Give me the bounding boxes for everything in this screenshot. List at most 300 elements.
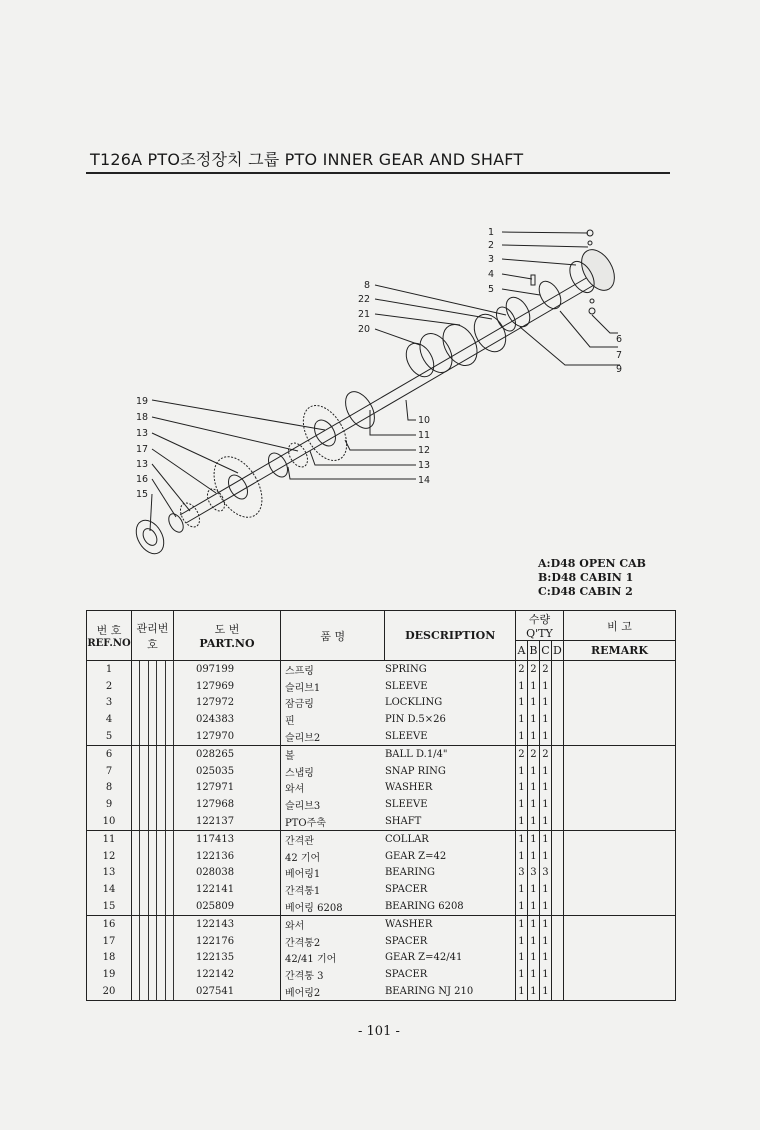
remark-cell <box>563 983 675 1000</box>
mgmt-cell <box>132 830 140 847</box>
part-no-cell: 122135 <box>195 952 235 964</box>
page-number: - 101 - <box>358 1024 400 1039</box>
part-name-cell: 간격통2 <box>280 933 385 950</box>
remark-cell <box>563 830 675 847</box>
ref-cell: 11 <box>87 830 132 847</box>
mgmt-cell <box>157 728 165 745</box>
qty-d-cell <box>551 865 563 882</box>
description-cell: BALL D.1/4" <box>384 748 448 760</box>
qty-c-cell: 1 <box>539 983 551 1000</box>
mgmt-cell <box>165 881 173 898</box>
callout-13-left-a: 13 <box>136 428 149 439</box>
shaft-assembly-drawing <box>131 230 622 559</box>
qty-c-cell: 3 <box>539 865 551 882</box>
mgmt-cell <box>132 780 140 797</box>
legend-a: A:D48 OPEN CAB <box>538 557 646 570</box>
mgmt-cell <box>140 966 148 983</box>
callout-16: 16 <box>136 474 149 485</box>
mgmt-cell <box>140 695 148 712</box>
mgmt-cell <box>165 763 173 780</box>
mgmt-cell <box>157 950 165 967</box>
qty-d-cell <box>551 915 563 932</box>
part-name-cell: 베어링1 <box>280 865 385 882</box>
mgmt-cell <box>132 711 140 728</box>
mgmt-cell <box>140 983 148 1000</box>
exploded-parts-diagram <box>120 215 640 585</box>
callout-13-left-b: 13 <box>136 459 149 470</box>
mgmt-cell <box>165 898 173 915</box>
part-no-cell: 122141 <box>195 884 235 896</box>
description-cell: GEAR Z=42 <box>384 850 447 862</box>
mgmt-cell <box>140 661 148 678</box>
mgmt-cell <box>148 796 156 813</box>
qty-b-cell: 2 <box>527 661 539 678</box>
legend-b: B:D48 CABIN 1 <box>538 571 634 584</box>
callout-15: 15 <box>136 489 149 500</box>
mgmt-cell <box>148 898 156 915</box>
mgmt-cell <box>157 678 165 695</box>
qty-b-cell: 1 <box>527 763 539 780</box>
mgmt-cell <box>132 661 140 678</box>
mgmt-cell <box>165 695 173 712</box>
header-remark-en: REMARK <box>563 641 675 661</box>
callout-2: 2 <box>488 240 495 251</box>
remark-cell <box>563 780 675 797</box>
callout-21: 21 <box>358 309 371 320</box>
mgmt-cell <box>132 695 140 712</box>
qty-c-cell: 1 <box>539 678 551 695</box>
description-cell: LOCKLING <box>384 697 443 709</box>
qty-d-cell <box>551 763 563 780</box>
qty-a-cell: 1 <box>515 678 527 695</box>
mgmt-cell <box>165 780 173 797</box>
qty-a-cell: 1 <box>515 796 527 813</box>
qty-a-cell: 1 <box>515 711 527 728</box>
qty-d-cell <box>551 898 563 915</box>
qty-c-cell: 1 <box>539 933 551 950</box>
description-cell: WASHER <box>384 918 433 930</box>
mgmt-cell <box>165 745 173 762</box>
qty-a-cell: 1 <box>515 830 527 847</box>
qty-b-cell: 1 <box>527 780 539 797</box>
qty-a-cell: 1 <box>515 898 527 915</box>
mgmt-cell <box>157 763 165 780</box>
mgmt-cell <box>157 813 165 830</box>
qty-b-cell: 1 <box>527 848 539 865</box>
mgmt-cell <box>140 848 148 865</box>
mgmt-cell <box>140 950 148 967</box>
ref-cell: 10 <box>87 813 132 830</box>
remark-cell <box>563 813 675 830</box>
qty-c-cell: 1 <box>539 898 551 915</box>
qty-c-cell: 1 <box>539 695 551 712</box>
description-cell: SHAFT <box>385 813 516 830</box>
remark-cell <box>563 695 675 712</box>
qty-b-cell: 2 <box>527 745 539 762</box>
mgmt-cell <box>165 983 173 1000</box>
qty-d-cell <box>551 830 563 847</box>
header-qty: 수량 Q'TY <box>515 611 563 641</box>
part-name-cell: 잠금링 <box>280 695 385 712</box>
part-no-cell: 097199 <box>195 663 235 675</box>
remark-cell <box>563 915 675 932</box>
part-name-cell: 와셔 <box>280 780 385 797</box>
mgmt-cell <box>148 695 156 712</box>
description-cell: COLLAR <box>384 833 429 845</box>
qty-b-cell: 1 <box>527 881 539 898</box>
header-qty-b: B <box>527 641 539 661</box>
part-name-cell: 볼 <box>280 745 385 762</box>
part-name-cell: 핀 <box>280 711 385 728</box>
mgmt-cell <box>132 745 140 762</box>
part-no-cell: 024383 <box>195 714 235 726</box>
part-name-cell: 베어링2 <box>280 983 385 1000</box>
qty-d-cell <box>551 695 563 712</box>
part-name-cell: 간격통 3 <box>280 966 385 983</box>
mgmt-cell <box>132 865 140 882</box>
mgmt-cell <box>140 780 148 797</box>
mgmt-cell <box>148 881 156 898</box>
description-cell: SLEEVE <box>385 728 516 745</box>
callout-9: 9 <box>616 364 623 375</box>
mgmt-cell <box>132 983 140 1000</box>
table-row <box>87 780 676 797</box>
description-cell: SLEEVE <box>384 680 428 692</box>
mgmt-cell <box>148 830 156 847</box>
callout-19: 19 <box>136 396 149 407</box>
description-cell: SLEEVE <box>384 799 428 811</box>
qty-c-cell: 1 <box>539 813 551 830</box>
table-row <box>87 966 676 983</box>
table-row <box>87 661 676 678</box>
qty-d-cell <box>551 780 563 797</box>
remark-cell <box>563 796 675 813</box>
ref-cell: 9 <box>87 796 132 813</box>
mgmt-cell <box>132 915 140 932</box>
qty-d-cell <box>551 661 563 678</box>
mgmt-cell <box>165 678 173 695</box>
part-no-cell: 027541 <box>173 983 280 1000</box>
ref-cell: 20 <box>87 983 132 1000</box>
mgmt-cell <box>132 933 140 950</box>
qty-a-cell: 1 <box>515 966 527 983</box>
ref-cell: 17 <box>87 933 132 950</box>
mgmt-cell <box>140 711 148 728</box>
page-title: T126A PTO조정장치 그룹 PTO INNER GEAR AND SHAFT <box>90 150 524 169</box>
part-no-cell: 127969 <box>195 680 235 692</box>
part-name-cell: 슬리브2 <box>280 728 385 745</box>
description-cell: BEARING <box>384 867 436 879</box>
header-ref-en: REF.NO <box>87 638 131 649</box>
mgmt-cell <box>157 745 165 762</box>
remark-cell <box>563 745 675 762</box>
part-name-cell: 스냅링 <box>280 763 385 780</box>
qty-b-cell: 1 <box>527 711 539 728</box>
remark-cell <box>563 728 675 745</box>
callout-8: 8 <box>364 280 371 291</box>
mgmt-cell <box>157 933 165 950</box>
callout-20: 20 <box>358 324 371 335</box>
remark-cell <box>563 678 675 695</box>
mgmt-cell <box>148 763 156 780</box>
qty-c-cell: 1 <box>539 830 551 847</box>
ref-cell: 3 <box>87 695 132 712</box>
ref-cell: 5 <box>87 728 132 745</box>
table-row <box>87 745 676 762</box>
ref-cell: 19 <box>87 966 132 983</box>
part-no-cell: 127970 <box>173 728 280 745</box>
table-row <box>87 933 676 950</box>
part-no-cell: 127972 <box>195 697 235 709</box>
part-name-cell: 와서 <box>280 915 385 932</box>
part-name-cell: 슬리브1 <box>280 678 385 695</box>
table-row <box>87 728 676 745</box>
mgmt-cell <box>165 813 173 830</box>
mgmt-cell <box>148 661 156 678</box>
callout-14: 14 <box>418 475 431 486</box>
qty-a-cell: 3 <box>515 865 527 882</box>
mgmt-cell <box>148 848 156 865</box>
callout-3: 3 <box>488 254 495 265</box>
part-name-cell: 42 기어 <box>280 848 385 865</box>
description-cell: SPACER <box>384 884 428 896</box>
table-row <box>87 678 676 695</box>
qty-d-cell <box>551 711 563 728</box>
description-cell: SPRING <box>384 663 427 675</box>
mgmt-cell <box>132 678 140 695</box>
header-remark-kr: 비 고 <box>563 611 675 641</box>
table-row <box>87 983 676 1000</box>
mgmt-cell <box>165 711 173 728</box>
part-name-cell: 베어링 6208 <box>280 898 385 915</box>
qty-c-cell: 1 <box>539 728 551 745</box>
table-row <box>87 898 676 915</box>
remark-cell <box>563 865 675 882</box>
mgmt-cell <box>157 711 165 728</box>
mgmt-cell <box>132 881 140 898</box>
mgmt-cell <box>148 915 156 932</box>
mgmt-cell <box>140 898 148 915</box>
qty-c-cell: 2 <box>539 745 551 762</box>
ref-cell: 12 <box>87 848 132 865</box>
qty-c-cell: 1 <box>539 848 551 865</box>
mgmt-cell <box>165 933 173 950</box>
header-ref-kr: 번 호 <box>96 624 122 637</box>
qty-d-cell <box>551 796 563 813</box>
qty-c-cell: 1 <box>539 881 551 898</box>
callout-18: 18 <box>136 412 149 423</box>
header-qty-a: A <box>515 641 527 661</box>
mgmt-cell <box>157 881 165 898</box>
mgmt-cell <box>140 915 148 932</box>
ref-cell: 8 <box>87 780 132 797</box>
mgmt-cell <box>165 728 173 745</box>
mgmt-cell <box>132 848 140 865</box>
mgmt-cell <box>148 933 156 950</box>
legend-c: C:D48 CABIN 2 <box>538 585 633 598</box>
header-part <box>173 611 280 661</box>
mgmt-cell <box>165 950 173 967</box>
ref-cell: 1 <box>87 661 132 678</box>
qty-c-cell: 1 <box>539 780 551 797</box>
mgmt-cell <box>157 898 165 915</box>
callout-22: 22 <box>358 294 371 305</box>
callout-6: 6 <box>616 334 623 345</box>
qty-a-cell: 1 <box>515 780 527 797</box>
description-cell: BEARING NJ 210 <box>385 983 516 1000</box>
part-no-cell: 122142 <box>195 969 235 981</box>
model-legend <box>538 557 646 599</box>
qty-c-cell: 1 <box>539 966 551 983</box>
description-cell: SPACER <box>384 935 428 947</box>
mgmt-cell <box>140 881 148 898</box>
qty-d-cell <box>551 745 563 762</box>
mgmt-cell <box>132 950 140 967</box>
qty-d-cell <box>551 983 563 1000</box>
header-mgmt: 관리번호 <box>132 611 174 661</box>
mgmt-cell <box>140 763 148 780</box>
part-no-cell: 122136 <box>195 850 235 862</box>
qty-d-cell <box>551 813 563 830</box>
mgmt-cell <box>157 983 165 1000</box>
mgmt-cell <box>132 813 140 830</box>
header-name: 품 명 <box>280 611 385 661</box>
mgmt-cell <box>157 865 165 882</box>
table-header-row-1 <box>87 611 676 641</box>
header-description: DESCRIPTION <box>385 611 516 661</box>
header-qty-d: D <box>551 641 563 661</box>
callout-10: 10 <box>418 415 431 426</box>
part-no-cell: 122137 <box>173 813 280 830</box>
mgmt-cell <box>148 983 156 1000</box>
description-cell: PIN D.5×26 <box>384 714 446 726</box>
ref-cell: 15 <box>87 898 132 915</box>
callout-7: 7 <box>616 350 623 361</box>
qty-a-cell: 1 <box>515 933 527 950</box>
part-no-cell: 127971 <box>195 782 235 794</box>
remark-cell <box>563 950 675 967</box>
description-cell: GEAR Z=42/41 <box>384 952 463 964</box>
qty-a-cell: 1 <box>515 848 527 865</box>
part-name-cell: 스프링 <box>280 661 385 678</box>
remark-cell <box>563 966 675 983</box>
qty-b-cell: 1 <box>527 695 539 712</box>
qty-a-cell: 1 <box>515 728 527 745</box>
callout-12: 12 <box>418 445 431 456</box>
mgmt-cell <box>165 966 173 983</box>
part-no-cell: 122143 <box>195 918 235 930</box>
description-cell: SPACER <box>384 969 428 981</box>
qty-d-cell <box>551 966 563 983</box>
mgmt-cell <box>148 780 156 797</box>
qty-a-cell: 2 <box>515 745 527 762</box>
qty-b-cell: 3 <box>527 865 539 882</box>
mgmt-cell <box>140 830 148 847</box>
mgmt-cell <box>140 865 148 882</box>
remark-cell <box>563 881 675 898</box>
mgmt-cell <box>157 695 165 712</box>
part-name-cell: 간격통1 <box>280 881 385 898</box>
mgmt-cell <box>165 915 173 932</box>
part-name-cell: 42/41 기어 <box>280 950 385 967</box>
ref-cell: 14 <box>87 881 132 898</box>
qty-b-cell: 1 <box>527 813 539 830</box>
qty-a-cell: 1 <box>515 983 527 1000</box>
mgmt-cell <box>165 848 173 865</box>
qty-b-cell: 1 <box>527 966 539 983</box>
mgmt-cell <box>148 966 156 983</box>
qty-a-cell: 1 <box>515 763 527 780</box>
mgmt-cell <box>157 661 165 678</box>
mgmt-cell <box>148 813 156 830</box>
mgmt-cell <box>140 813 148 830</box>
table-row <box>87 813 676 830</box>
ref-cell: 4 <box>87 711 132 728</box>
ref-cell: 6 <box>87 745 132 762</box>
qty-c-cell: 1 <box>539 915 551 932</box>
parts-table <box>86 610 676 1001</box>
qty-a-cell: 1 <box>515 881 527 898</box>
qty-b-cell: 1 <box>527 796 539 813</box>
header-part-en: PART.NO <box>199 637 255 650</box>
qty-b-cell: 1 <box>527 898 539 915</box>
mgmt-cell <box>157 796 165 813</box>
mgmt-cell <box>132 898 140 915</box>
qty-b-cell: 1 <box>527 983 539 1000</box>
part-no-cell: 127968 <box>195 799 235 811</box>
ref-cell: 7 <box>87 763 132 780</box>
mgmt-cell <box>165 865 173 882</box>
description-cell: BEARING 6208 <box>385 898 516 915</box>
remark-cell <box>563 933 675 950</box>
mgmt-cell <box>157 830 165 847</box>
mgmt-cell <box>132 728 140 745</box>
part-no-cell: 028038 <box>195 867 235 879</box>
mgmt-cell <box>165 830 173 847</box>
table-row <box>87 848 676 865</box>
remark-cell <box>563 848 675 865</box>
ref-cell: 16 <box>87 915 132 932</box>
qty-d-cell <box>551 728 563 745</box>
mgmt-cell <box>140 728 148 745</box>
qty-d-cell <box>551 950 563 967</box>
mgmt-cell <box>157 966 165 983</box>
qty-c-cell: 1 <box>539 763 551 780</box>
part-no-cell: 028265 <box>195 748 235 760</box>
mgmt-cell <box>140 796 148 813</box>
part-no-cell: 122176 <box>195 935 235 947</box>
mgmt-cell <box>148 950 156 967</box>
mgmt-cell <box>148 865 156 882</box>
table-row <box>87 865 676 882</box>
qty-d-cell <box>551 933 563 950</box>
mgmt-cell <box>132 796 140 813</box>
table-row <box>87 796 676 813</box>
callout-4: 4 <box>488 269 495 280</box>
callout-11: 11 <box>418 430 431 441</box>
ref-cell: 18 <box>87 950 132 967</box>
callout-17: 17 <box>136 444 149 455</box>
qty-b-cell: 1 <box>527 830 539 847</box>
qty-c-cell: 1 <box>539 796 551 813</box>
callout-1: 1 <box>488 227 495 238</box>
table-row <box>87 915 676 932</box>
ref-cell: 13 <box>87 865 132 882</box>
callout-13-right: 13 <box>418 460 431 471</box>
qty-d-cell <box>551 678 563 695</box>
qty-b-cell: 1 <box>527 915 539 932</box>
qty-a-cell: 1 <box>515 915 527 932</box>
